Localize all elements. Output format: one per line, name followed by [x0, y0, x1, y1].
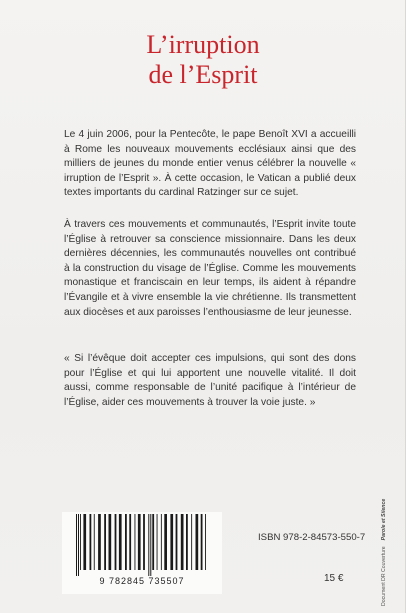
barcode-bar — [83, 514, 86, 570]
barcode-bar — [157, 514, 158, 570]
barcode-bar — [170, 514, 173, 570]
barcode-bar — [181, 514, 184, 570]
paragraph-movements: À travers ces mouvements et communautés, l’Esprit invite toute l’Église à retrouver sa conscience missionnaire. Dans les deux dernières décennies, les communautés nouvelles ont contribué à la construction du visage de l’Église. Comme les mouvements monastique et franciscain en leur temps, ils aident à répandre l’Évangile et à vivre ensemble la vie chrétienne. Ils transmettent aux diocèses et aux paroisses l’enthousiasme de leur jeunesse. — [64, 219, 356, 318]
isbn-number: ISBN 978-2-84573-550-7 — [258, 532, 366, 543]
barcode-bar — [104, 514, 106, 570]
barcode-number: 9 782845 735507 — [99, 576, 185, 586]
barcode-bar — [152, 514, 154, 570]
barcode-bar — [164, 514, 167, 570]
price-tag: 15 € — [324, 573, 344, 584]
barcode-bar — [115, 514, 117, 570]
title-line-1: L’irruption — [146, 30, 260, 59]
barcode-bar — [76, 514, 77, 576]
barcode-bar — [109, 514, 112, 570]
title-line-2: de l’Esprit — [148, 60, 258, 89]
barcode-bar — [80, 514, 81, 570]
barcode-bar — [150, 514, 151, 576]
barcode-bar — [186, 514, 188, 570]
barcode-bar — [205, 514, 206, 570]
barcode-bar — [135, 514, 136, 570]
barcode-bar — [196, 514, 199, 570]
vertical-credits — [381, 498, 395, 606]
barcode-bar — [138, 514, 141, 570]
barcode — [62, 512, 222, 594]
barcode-bar — [129, 514, 131, 570]
barcode-bar — [98, 514, 101, 570]
publisher-logo-text: Parole et Silence — [381, 498, 387, 541]
cover-credit: Document DR Couverture — [381, 546, 387, 606]
barcode-bar — [191, 514, 192, 570]
barcode-bar — [148, 514, 149, 576]
barcode-bar — [90, 514, 92, 570]
barcode-bar — [201, 514, 203, 570]
barcode-bar — [161, 514, 162, 570]
barcode-bar — [176, 514, 178, 570]
barcode-bar — [143, 514, 145, 570]
barcode-bar — [94, 514, 95, 570]
barcode-bar — [119, 514, 122, 570]
barcode-bars — [74, 514, 210, 576]
paragraph-intro: Le 4 juin 2006, pour la Pentecôte, le pape Benoît XVI a accueilli à Rome les nouveaux mouvements ecclésiaux ainsi que des milliers de jeunes du monde entier venus célébrer la nouvelle « irruption de l’Esprit ». À cette occasion, le Vatican a publié deux textes importants du cardinal Ratzinger sur ce sujet. — [64, 129, 356, 199]
paragraph-quote: « Si l’évêque doit accepter ces impulsions, qui sont des dons pour l’Église et qui lui apportent une nouvelle vitalité. Il doit aussi, comme responsable de l’unité pacifique à l’intérieur de l’Église, aider ces mouvements à trouver la voie juste. » — [64, 353, 356, 408]
barcode-bar — [125, 514, 127, 570]
barcode-bar — [78, 514, 79, 576]
